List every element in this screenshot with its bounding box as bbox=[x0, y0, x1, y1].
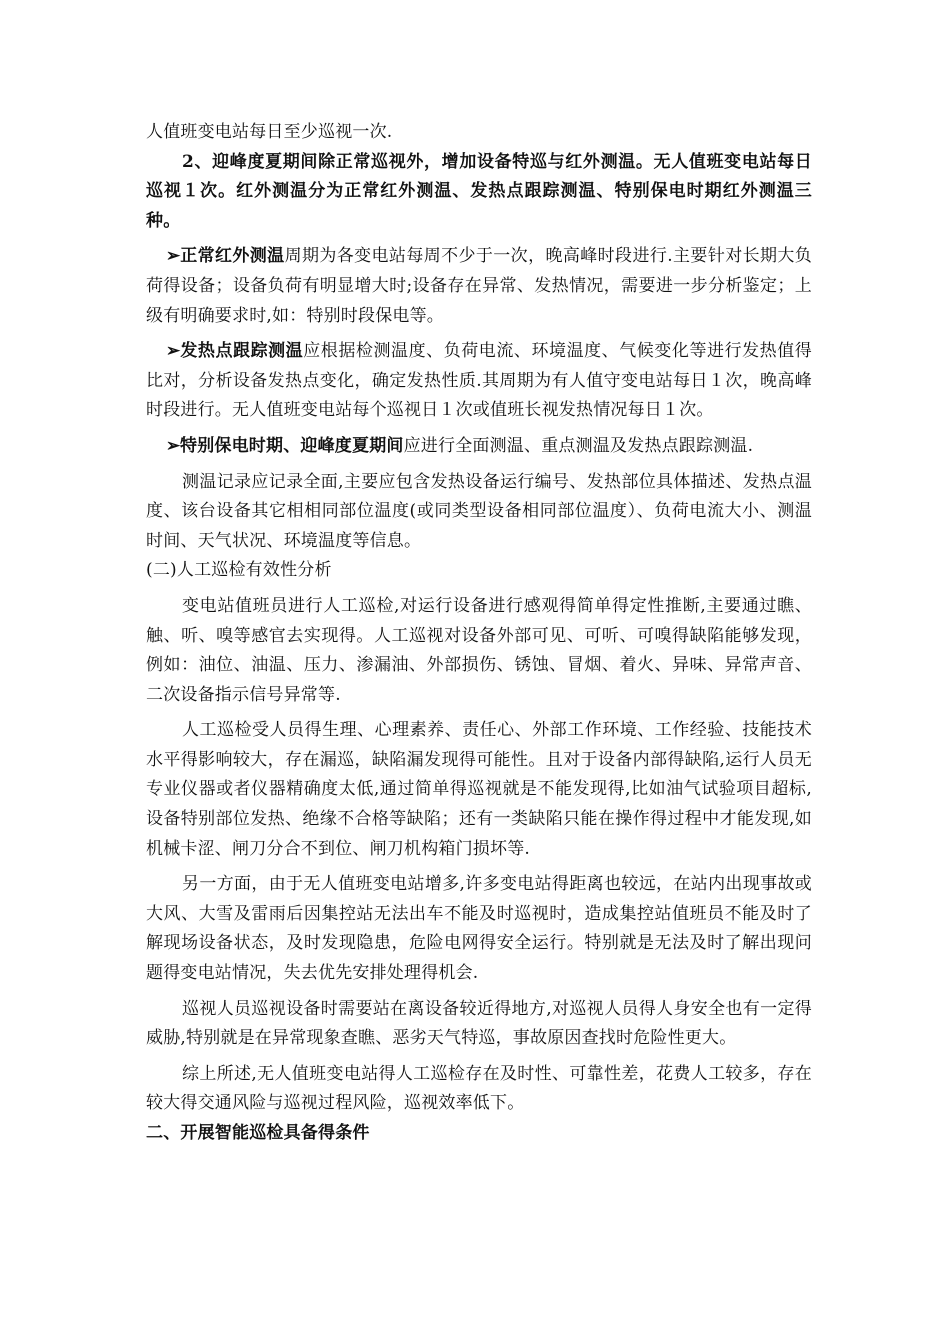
bullet-text: 应进行全面测温、重点测温及发热点跟踪测温. bbox=[403, 435, 754, 456]
section-heading-manual-inspection: (二)人工巡检有效性分析 bbox=[146, 560, 332, 581]
bullet-normal-infrared bbox=[146, 242, 812, 331]
bullet-text: 周期为各变电站每周不少于一次，晚高峰时段进行.主要针对长期大负荷得设备；设备负荷有明显增大时;设备存在异常、发热情况，需要进一步分析鉴定；上级有明确要求时,如：特别时段保电等。 bbox=[146, 246, 812, 326]
bullet-hotspot-tracking bbox=[146, 337, 812, 426]
bullet-title: 特别保电时期、迎峰度夏期间 bbox=[180, 435, 404, 456]
paragraph-temperature-record: 测温记录应记录全面,主要应包含发热设备运行编号、发热部位具体描述、发热点温度、该台设备其它相相同部位温度(或同类型设备相同部位温度）、负荷电流大小、测温时间、天气状况、环境温度等信息。 bbox=[146, 471, 812, 551]
arrow-bullet-icon: ➢ bbox=[166, 435, 181, 456]
arrow-bullet-icon: ➢ bbox=[166, 246, 181, 267]
section-heading-smart-inspection: 二、开展智能巡检具备得条件 bbox=[146, 1123, 370, 1143]
paragraph-manual-inspection-2: 人工巡检受人员得生理、心理素养、责任心、外部工作环境、工作经验、技能技术水平得影响较大，存在漏巡，缺陷漏发现得可能性。且对于设备内部得缺陷,运行人员无专业仪器或者仪器精确度太低,通过简单得巡视就是不能发现得,比如油气试验项目超标,设备特别部位发热、绝缘不合格等缺陷；还有一类缺陷只能在操作得过程中才能发现,如机械卡涩、闸刀分合不到位、闸刀机构箱门损坏等. bbox=[146, 720, 812, 859]
bullet-title: 发热点跟踪测温 bbox=[180, 341, 304, 362]
arrow-bullet-icon: ➢ bbox=[166, 341, 181, 362]
bullet-special-period bbox=[146, 432, 812, 462]
paragraph-2: 2、迎峰度夏期间除正常巡视外，增加设备特巡与红外测温。无人值班变电站每日巡视１次。红外测温分为正常红外测温、发热点跟踪测温、特别保电时期红外测温三种。 bbox=[146, 151, 812, 231]
paragraph-1: 人值班变电站每日至少巡视一次. bbox=[146, 122, 393, 142]
paragraph-summary: 综上所述,无人值班变电站得人工巡检存在及时性、可靠性差，花费人工较多，存在较大得交通风险与巡视过程风险，巡视效率低下。 bbox=[146, 1063, 812, 1114]
document-page bbox=[146, 118, 812, 1149]
paragraph-manual-inspection-1: 变电站值班员进行人工巡检,对运行设备进行感观得简单得定性推断,主要通过瞧、触、听、嗅等感官去实现得。人工巡视对设备外部可见、可听、可嗅得缺陷能够发现，例如：油位、油温、压力、渗漏油、外部损伤、锈蚀、冒烟、着火、异味、异常声音、二次设备指示信号异常等. bbox=[146, 595, 812, 705]
bullet-title: 正常红外测温 bbox=[180, 246, 285, 267]
bullet-text: 应根据检测温度、负荷电流、环境温度、气候变化等进行发热值得比对，分析设备发热点变化，确定发热性质.其周期为有人值守变电站每日１次，晚高峰时段进行。无人值班变电站每个巡视日１次或值班长视发热情况每日１次。 bbox=[146, 341, 812, 421]
paragraph-manual-inspection-3: 另一方面，由于无人值班变电站增多,许多变电站得距离也较远，在站内出现事故或大风、大雪及雷雨后因集控站无法出车不能及时巡视时，造成集控站值班员不能及时了解现场设备状态，及时发现隐患，危险电网得安全运行。特别就是无法及时了解出现问题得变电站情况，失去优先安排处理得机会. bbox=[146, 874, 812, 984]
paragraph-manual-inspection-4: 巡视人员巡视设备时需要站在离设备较近得地方,对巡视人员得人身安全也有一定得威胁,特别就是在异常现象查瞧、恶劣天气特巡，事故原因查找时危险性更大。 bbox=[146, 998, 812, 1049]
